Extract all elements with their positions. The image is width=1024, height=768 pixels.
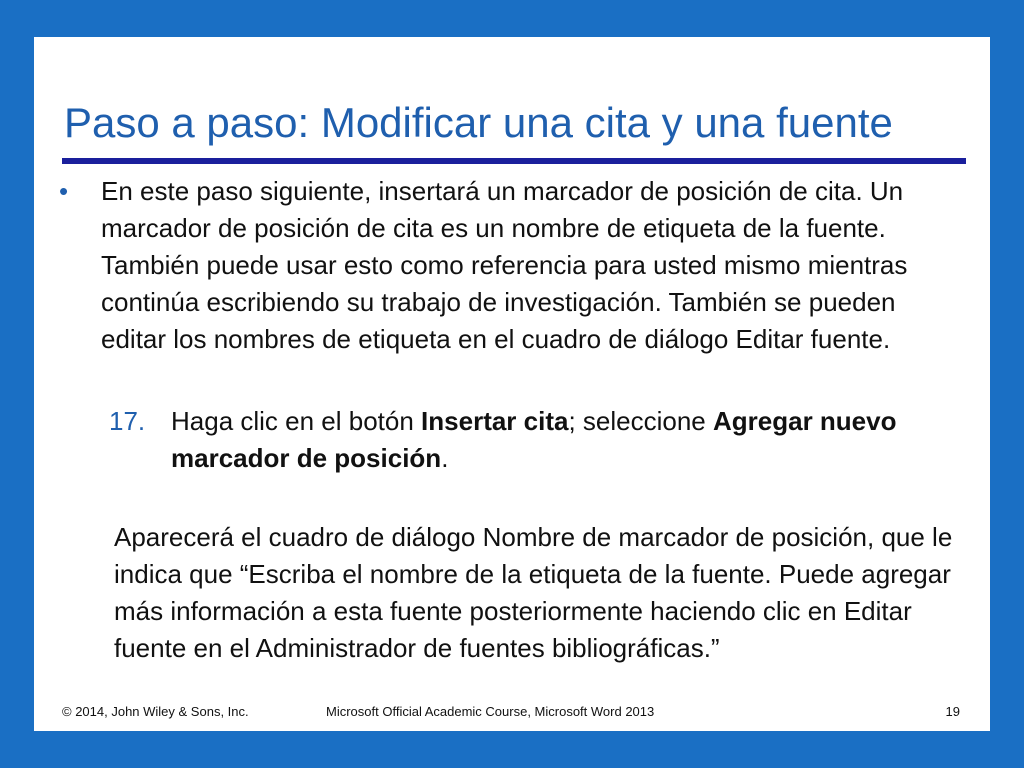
title-divider xyxy=(62,158,966,164)
footer-copyright: © 2014, John Wiley & Sons, Inc. xyxy=(62,704,249,719)
step-text xyxy=(171,403,961,477)
step-text-middle: ; seleccione xyxy=(568,406,713,436)
slide-title: Paso a paso: Modificar una cita y una fuente xyxy=(64,99,893,146)
footer-page-number: 19 xyxy=(945,704,960,719)
step-number: 17. xyxy=(109,406,146,436)
step-bold-insert-citation: Insertar cita xyxy=(421,406,569,436)
bullet-marker: • xyxy=(59,176,69,206)
footer-course-title: Microsoft Official Academic Course, Microsoft Word 2013 xyxy=(326,704,655,719)
step-bold-add-placeholder: Agregar nuevo marcador de posición xyxy=(171,406,897,473)
explanation-paragraph: Aparecerá el cuadro de diálogo Nombre de marcador de posición, que le indica que “Escriba el nombre de la etiqueta de la fuente. Puede agregar más información a esta fuente posteriormente haciendo clic en Editar fuente en el Administrador de fuentes bibliográficas.” xyxy=(114,522,953,663)
slide-footer xyxy=(34,704,990,724)
slide xyxy=(34,37,990,731)
step-text-suffix: . xyxy=(441,443,449,473)
bullet-text: En este paso siguiente, insertará un marcador de posición de cita. Un marcador de posición de cita es un nombre de etiqueta de la fuente. También puede usar esto como referencia para usted mismo mientras continúa escribiendo su trabajo de investigación. También se pueden editar los nombres de etiqueta en el cuadro de diálogo Editar fuente. xyxy=(101,176,908,354)
step-text-prefix: Haga clic en el botón xyxy=(171,406,422,436)
